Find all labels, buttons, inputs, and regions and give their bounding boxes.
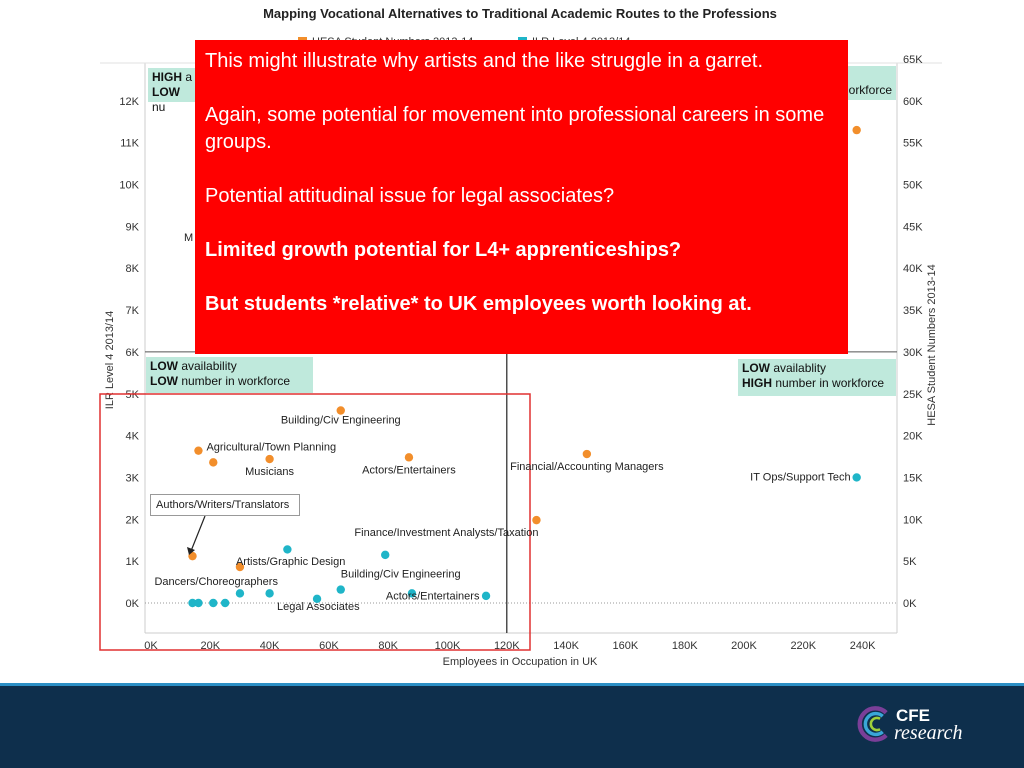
- x-tick-label: 20K: [200, 640, 221, 652]
- left-tick-label: 4K: [125, 430, 139, 443]
- x-tick-label: 100K: [434, 640, 461, 652]
- x-tick-label: 80K: [378, 640, 398, 652]
- logo-text-bottom: research: [894, 722, 963, 744]
- x-tick-label: 240K: [849, 640, 876, 652]
- x-tick-label: 60K: [319, 640, 339, 652]
- cfe-research-logo: [854, 702, 974, 756]
- overlay-line-3: Potential attitudinal issue for legal associates?: [205, 185, 615, 207]
- right-tick-label: 40K: [903, 263, 923, 276]
- x-axis-label: Employees in Occupation in UK: [442, 656, 598, 668]
- quadrant-top-right-fragment: orkforce: [846, 66, 896, 100]
- right-tick-label: 10K: [903, 514, 923, 527]
- right-tick-label: 65K: [903, 53, 923, 66]
- data-point: [337, 585, 345, 593]
- left-tick-label: 9K: [125, 221, 139, 234]
- data-point: [194, 446, 202, 454]
- data-label: Actors/Entertainers: [362, 464, 456, 477]
- left-tick-label: 12K: [119, 95, 139, 108]
- right-tick-label: 60K: [903, 95, 923, 108]
- right-tick-label: 45K: [903, 221, 923, 234]
- left-tick-label: 7K: [125, 305, 139, 318]
- data-point: [405, 453, 413, 461]
- left-tick-label: 0K: [125, 598, 139, 610]
- right-tick-label: 20K: [903, 430, 923, 443]
- data-point: [337, 406, 345, 414]
- data-point: [209, 599, 217, 607]
- left-tick-label: 8K: [125, 263, 139, 276]
- left-tick-label: 11K: [120, 137, 139, 150]
- quadrant-bottom-right: LOW availablity HIGH number in workforce: [738, 359, 896, 396]
- left-tick-label: 5K: [125, 388, 139, 401]
- data-point: [265, 589, 273, 597]
- right-tick-label: 30K: [903, 346, 923, 359]
- right-axis-ticks: [903, 54, 923, 610]
- left-axis-ticks: [119, 96, 139, 610]
- data-point: [852, 126, 860, 134]
- right-tick-label: 15K: [903, 472, 923, 485]
- data-label: Agricultural/Town Planning: [206, 441, 337, 454]
- right-tick-label: 55K: [903, 137, 923, 150]
- data-label: Artists/Graphic Design: [235, 556, 346, 569]
- overlay-line-5: But students *relative* to UK employees worth looking at.: [205, 293, 752, 315]
- right-tick-label: 25K: [903, 388, 923, 401]
- x-tick-label: 120K: [493, 640, 520, 652]
- left-tick-label: 2K: [125, 514, 139, 527]
- data-label: Dancers/Choreographers: [154, 576, 278, 588]
- callout-authors-writers: Authors/Writers/Translators: [150, 494, 300, 516]
- x-tick-label: 180K: [671, 640, 698, 652]
- data-point: [265, 455, 273, 463]
- quadrant-bottom-left: LOW availability LOW number in workforce: [146, 357, 313, 393]
- x-tick-label: 40K: [259, 640, 280, 652]
- right-tick-label: 35K: [903, 305, 923, 318]
- data-label: Financial/Accounting Managers: [510, 461, 664, 474]
- chart-title: Mapping Vocational Alternatives to Traditional Academic Routes to the Professions: [263, 6, 777, 21]
- overlay-line-1: This might illustrate why artists and the like struggle in a garret.: [205, 50, 764, 72]
- y-right-axis-label: HESA Student Numbers 2013-14: [926, 264, 938, 426]
- data-point: [852, 473, 860, 481]
- y-left-axis-label: ILR Level 4 2013/14: [104, 310, 116, 410]
- right-tick-label: 5K: [903, 556, 917, 569]
- data-label: Legal Associates: [277, 600, 360, 613]
- logo-ring-icon: [854, 704, 894, 744]
- data-point: [283, 545, 291, 553]
- data-label: Musicians: [245, 466, 295, 479]
- data-point: [236, 589, 244, 597]
- overlay-line-2: Again, some potential for movement into professional careers in some groups.: [205, 104, 825, 153]
- left-tick-label: 3K: [125, 472, 139, 485]
- data-point: [583, 450, 591, 458]
- data-label: Finance/Investment Analysts/Taxation: [354, 527, 539, 540]
- data-point: [482, 592, 490, 600]
- hidden-label-fragment: M: [184, 232, 194, 244]
- callout-arrow: [191, 516, 205, 551]
- x-tick-label: 0K: [144, 640, 158, 652]
- data-label: Actors/Entertainers: [385, 590, 480, 603]
- data-label: Building/Civ Engineering: [340, 568, 461, 581]
- right-tick-label: 0K: [903, 598, 917, 610]
- data-point: [194, 599, 202, 607]
- left-tick-label: 10K: [119, 179, 139, 192]
- x-tick-label: 200K: [731, 640, 757, 652]
- commentary-overlay: [195, 40, 848, 354]
- data-point: [209, 458, 217, 466]
- logo-text-top: CFE: [896, 706, 930, 725]
- data-label: IT Ops/Support Tech: [750, 471, 851, 484]
- data-point: [381, 551, 389, 559]
- x-tick-label: 160K: [612, 640, 639, 652]
- left-tick-label: 6K: [125, 346, 139, 359]
- left-tick-label: 1K: [125, 556, 139, 569]
- x-tick-label: 140K: [553, 640, 579, 652]
- right-tick-label: 50K: [903, 179, 923, 192]
- data-label: Building/Civ Engineering: [280, 414, 401, 427]
- data-point: [221, 599, 229, 607]
- overlay-line-4: Limited growth potential for L4+ apprenticeships?: [205, 239, 682, 261]
- data-point: [532, 516, 540, 524]
- quadrant-top-left: HIGH a LOW nu: [148, 68, 198, 102]
- x-tick-label: 220K: [790, 640, 817, 652]
